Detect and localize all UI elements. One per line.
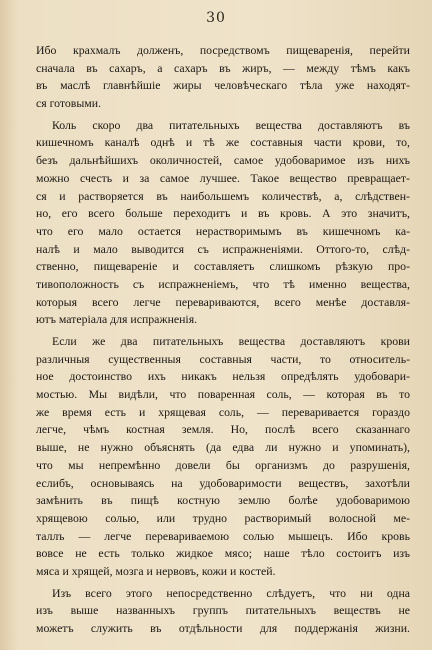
body-text [36,42,410,638]
text-line: хрящевою солью, или трудно растворимый волосной ме- [36,510,410,525]
text-line: ное достоинство ихъ никакъ нельзя опредѣлять удобовари- [36,369,410,384]
text-line: Ибо крахмалъ долженъ, посредствомъ пищеваренія, перейти [36,43,410,57]
paragraph-4 [36,585,410,638]
text-line: еслибъ, основываясь на удобоваримости веществъ, захотѣли [36,475,410,490]
text-line: Коль скоро два питательныхъ вещества доставляютъ въ [52,117,410,132]
text-line: таллъ — легче перевариваемою солью мышецъ. Ибо кровь [36,528,410,543]
text-line: выше, не нужно объяснять (да едва ли нужно и упоминать), [36,440,410,455]
paragraph-3 [36,333,410,581]
text-line: ственно, пищевареніе и составляетъ слишкомъ рѣзкую про- [36,259,410,274]
text-line: можетъ служить въ отдѣльности для поддержанія жизни. [36,621,410,635]
text-line: тивоположность съ испражненіемъ, что тѣ именно вещества, [36,276,410,291]
paragraph-1 [36,42,410,113]
text-line: что мы непремѣнно довели бы организмъ до разрушенія, [36,457,410,472]
text-line: безъ дальнѣйшихъ околичностей, самое удобоваримое изъ нихъ [36,153,410,168]
text-line: же время есть и хрящевая соль, — переваривается гораздо [36,404,410,419]
text-line: изъ выше названныхъ группъ питательныхъ веществъ не [36,603,410,618]
text-line: но, его всего больше переходитъ и въ кровь. А это значитъ, [36,206,410,221]
text-line: вовсе не есть только жидкое мясо; наше тѣло состоитъ изъ [36,546,410,561]
text-line: кишечномъ каналѣ однѣ и тѣ же составныя части крови, то, [36,135,410,150]
text-line: можно счесть и за самое лучшее. Такое вещество превращает- [36,170,410,185]
text-line: различныя существенныя составныя части, то относитель- [36,351,410,366]
page-number: 30 [206,10,226,26]
text-line: ся готовыми. [36,96,102,111]
text-line: что его мало остается нерастворимымъ въ кишечномъ ка- [36,223,410,238]
text-line: ся и растворяется въ наибольшемъ количествѣ, а, слѣдствен- [36,188,410,203]
text-line: замѣнить въ пищѣ костную землю болѣе удобоваримою [36,493,410,508]
text-line: мяса и хрящей, мозга и нервовъ, кожи и костей. [36,563,276,578]
text-line: легче, чѣмъ костная земля. Но, послѣ всего сказаннаго [36,422,410,437]
text-line: сначала въ сахаръ, а сахаръ въ жиръ, — между тѣмъ какъ [36,60,410,75]
text-line: мостью. Мы видѣли, что поваренная соль, — которая въ то [36,387,410,402]
text-line: которыя всего легче перевариваются, всего менѣе доставля- [36,294,410,309]
text-line: ютъ матеріала для испражненія. [36,312,198,327]
paragraph-2 [36,117,410,329]
text-line: Если же два питательныхъ вещества доставляютъ крови [52,334,410,348]
text-line: въ маслѣ главнѣйшіе жиры человѣческаго тѣла уже находят- [36,78,410,93]
text-line: налѣ и мало выводится съ испражненіями. Оттого-то, слѣд- [36,241,410,256]
text-line: Изъ всего этого непосредственно слѣдуетъ, что ни одна [52,585,410,600]
